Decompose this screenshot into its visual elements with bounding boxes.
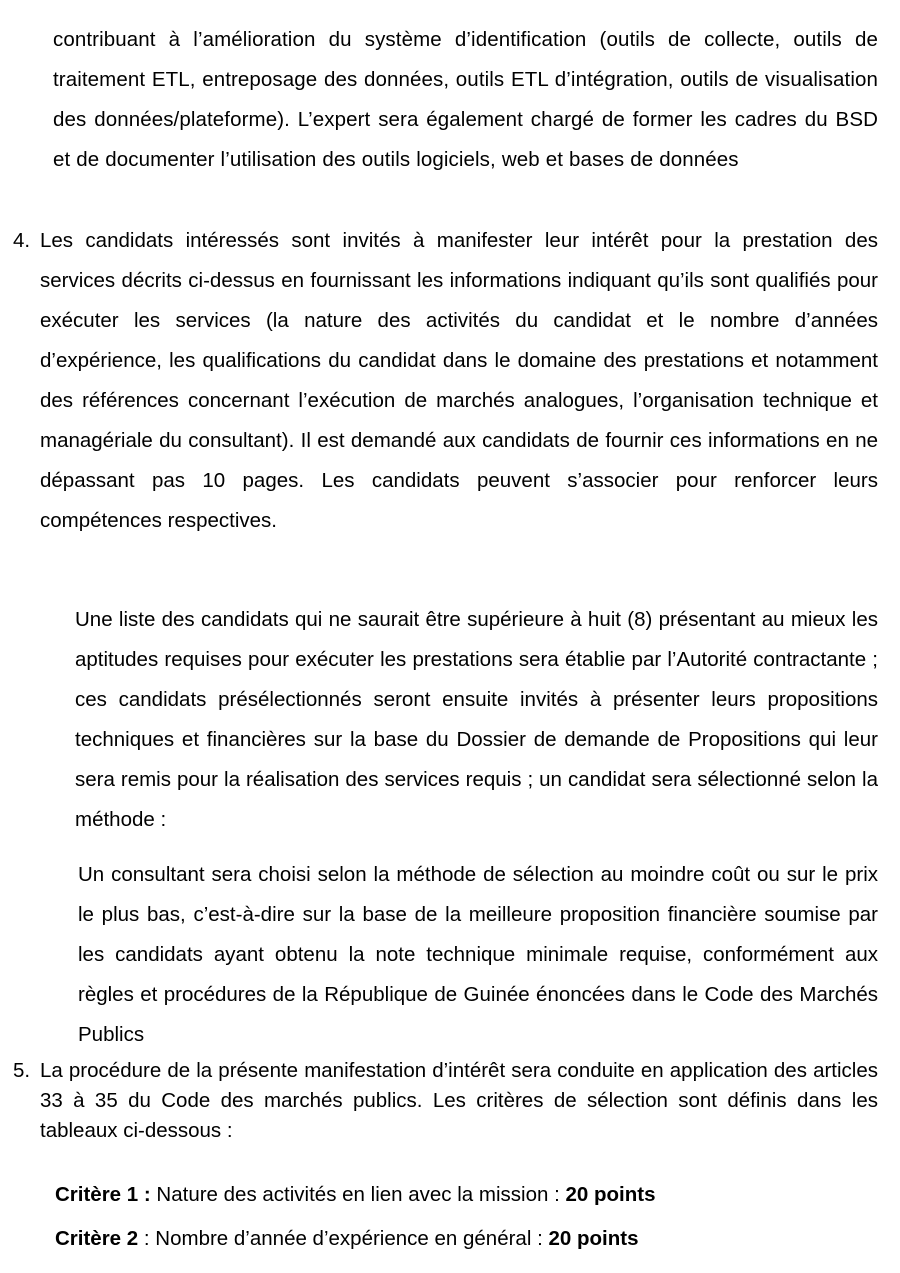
sub-paragraph-candidate-shortlist (75, 600, 878, 840)
criterion-1-label: Critère 1 : (55, 1183, 151, 1206)
list-item-4 (0, 221, 878, 541)
sub-paragraph-2-text: Un consultant sera choisi selon la méthode de sélection au moindre coût ou sur le prix le plus bas, c’est-à-dire sur la base de la meilleure proposition financière soumise par les candidats ayant obtenu la note technique minimale requise, conformément aux règles et procédures de la République de Guinée énoncées dans le Code des Marchés Publics (78, 863, 878, 1046)
list-item-5-text: La procédure de la présente manifestation d’intérêt sera conduite en application des articles 33 à 35 du Code des marchés publics. Les critères de sélection sont définis dans les tableaux ci-dessous : (40, 1059, 878, 1142)
criterion-2 (55, 1224, 638, 1254)
criterion-2-label: Critère 2 (55, 1227, 139, 1250)
criterion-1-description: Nature des activités en lien avec la mission : (156, 1183, 560, 1206)
criterion-1 (55, 1180, 655, 1210)
criterion-1-points: 20 points (565, 1183, 656, 1206)
list-marker-5: 5. (13, 1059, 31, 1082)
criterion-2-separator: : (143, 1227, 150, 1250)
list-item-5 (0, 1056, 878, 1146)
list-marker-4: 4. (13, 229, 31, 252)
criterion-2-points: 20 points (548, 1227, 639, 1250)
list-item-4-text: Les candidats intéressés sont invités à manifester leur intérêt pour la prestation des services décrits ci-dessus en fournissant les informations indiquant qu’ils sont qualifiés pour exécuter les services (la nature des activités du candidat et le nombre d’années d’expérience, les qualifications du candidat dans le domaine des prestations et notamment des références concernant l’exécution de marchés analogues, l’organisation technique et managériale du consultant). Il est demandé aux candidats de fournir ces informations en ne dépassant pas 10 pages. Les candidats peuvent s’associer pour renforcer leurs compétences respectives. (40, 229, 878, 532)
sub-paragraph-selection-method (78, 855, 878, 1055)
sub-paragraph-1-text: Une liste des candidats qui ne saurait être supérieure à huit (8) présentant au mieux les aptitudes requises pour exécuter les prestations sera établie par l’Autorité contractante ; ces candidats présélectionnés seront ensuite invités à présenter leurs propositions techniques et financières sur la base du Dossier de demande de Propositions qui leur sera remis pour la réalisation des services requis ; un candidat sera sélectionné selon la méthode : (75, 608, 878, 831)
paragraph-continuation-item-3 (53, 20, 878, 180)
criterion-2-description: Nombre d’année d’expérience en général : (155, 1227, 543, 1250)
paragraph-1-text: contribuant à l’amélioration du système d’identification (outils de collecte, outils de traitement ETL, entreposage des données, outils ETL d’intégration, outils de visualisation des données/plateforme). L’expert sera également chargé de former les cadres du BSD et de documenter l’utilisation des outils logiciels, web et bases de données (53, 28, 878, 171)
